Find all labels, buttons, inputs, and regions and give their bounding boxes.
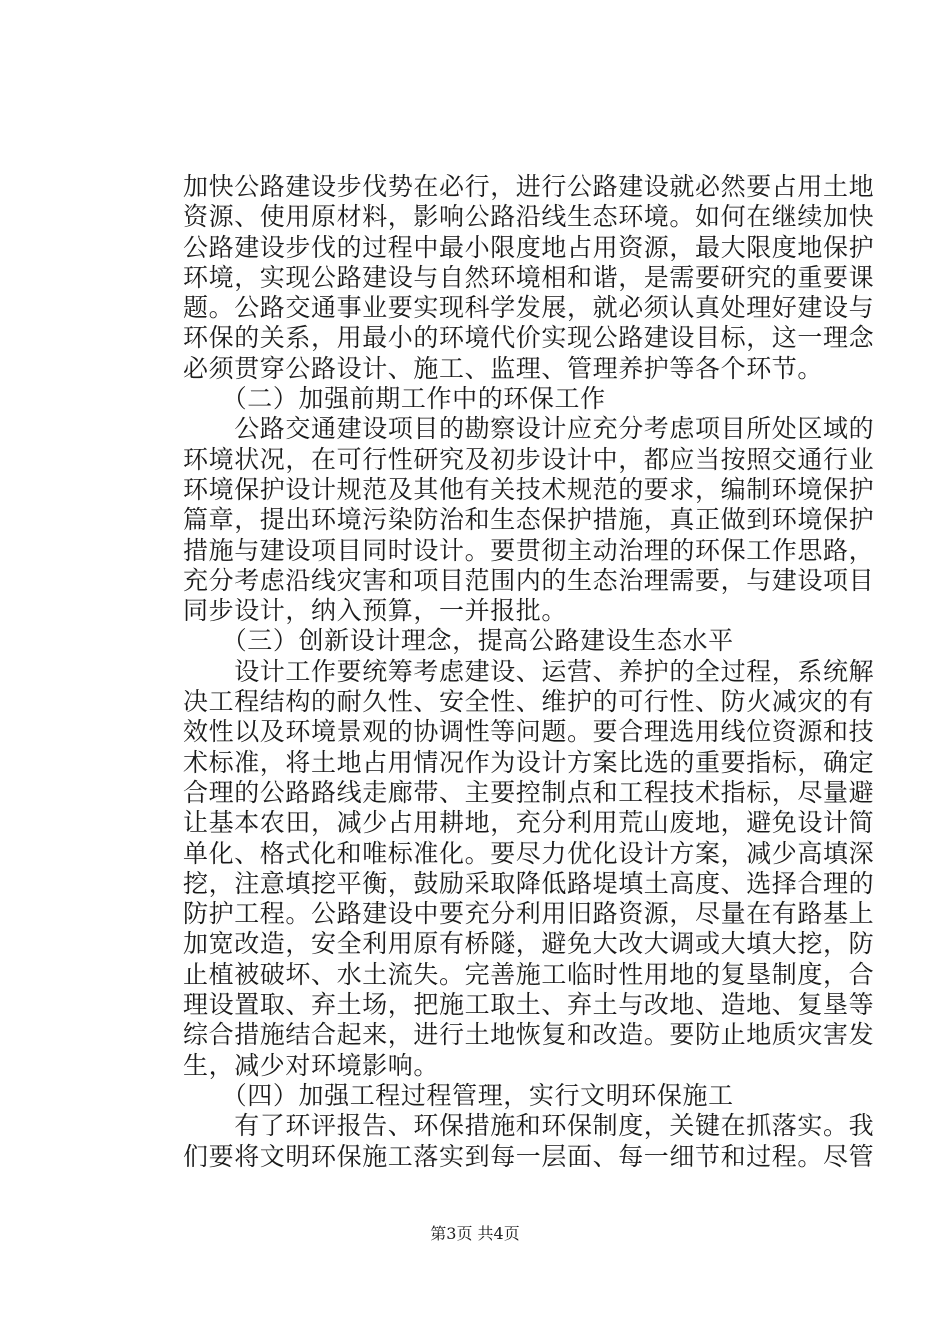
text-line: 措施与建设项目同时设计。要贯彻主动治理的环保工作思路，	[183, 535, 875, 565]
text-line: 资源、使用原材料，影响公路沿线生态环境。如何在继续加快	[183, 202, 875, 232]
text-line: 同步设计，纳入预算，一并报批。	[183, 596, 568, 626]
text-line: 理设置取、弃土场，把施工取土、弃土与改地、造地、复垦等	[183, 990, 875, 1020]
text-line: 环境，实现公路建设与自然环境相和谐，是需要研究的重要课	[183, 262, 875, 292]
page-number: 第3页 共4页	[430, 1224, 520, 1243]
text-line: 篇章，提出环境污染防治和生态保护措施，真正做到环境保护	[183, 505, 875, 535]
text-line: 决工程结构的耐久性、安全性、维护的可行性、防火减灾的有	[183, 687, 875, 717]
section-heading: （四）加强工程过程管理，实行文明环保施工	[183, 1080, 734, 1110]
text-line: 让基本农田，减少占用耕地，充分利用荒山废地，避免设计简	[183, 808, 875, 838]
text-line: 挖，注意填挖平衡，鼓励采取降低路堤填土高度、选择合理的	[183, 868, 875, 898]
page-footer	[0, 1223, 950, 1245]
text-line: 生，减少对环境影响。	[183, 1050, 440, 1080]
section-heading: （二）加强前期工作中的环保工作	[183, 384, 606, 414]
section-heading: （三）创新设计理念，提高公路建设生态水平	[183, 626, 734, 656]
text-line: 综合措施结合起来，进行土地恢复和改造。要防止地质灾害发	[183, 1020, 875, 1050]
text-line: 公路交通建设项目的勘察设计应充分考虑项目所处区域的	[183, 414, 875, 444]
text-line: 单化、格式化和唯标准化。要尽力优化设计方案，减少高填深	[183, 838, 875, 868]
text-line: 有了环评报告、环保措施和环保制度，关键在抓落实。我	[183, 1111, 875, 1141]
text-line: 设计工作要统筹考虑建设、运营、养护的全过程，系统解	[183, 656, 875, 686]
text-line: 环境保护设计规范及其他有关技术规范的要求，编制环境保护	[183, 474, 875, 504]
text-line: 环保的关系，用最小的环境代价实现公路建设目标，这一理念	[183, 323, 875, 353]
document-body	[183, 172, 875, 1172]
text-line: 止植被破坏、水土流失。完善施工临时性用地的复垦制度，合	[183, 959, 875, 989]
text-line: 效性以及环境景观的协调性等问题。要合理选用线位资源和技	[183, 717, 875, 747]
text-line: 环境状况，在可行性研究及初步设计中，都应当按照交通行业	[183, 444, 875, 474]
text-line: 公路建设步伐的过程中最小限度地占用资源，最大限度地保护	[183, 232, 875, 262]
text-line: 必须贯穿公路设计、施工、监理、管理养护等各个环节。	[183, 353, 824, 383]
text-line: 充分考虑沿线灾害和项目范围内的生态治理需要，与建设项目	[183, 565, 875, 595]
text-line: 题。公路交通事业要实现科学发展，就必须认真处理好建设与	[183, 293, 875, 323]
text-line: 加宽改造，安全利用原有桥隧，避免大改大调或大填大挖，防	[183, 929, 875, 959]
text-line: 合理的公路路线走廊带、主要控制点和工程技术指标，尽量避	[183, 777, 875, 807]
text-line: 术标准，将土地占用情况作为设计方案比选的重要指标，确定	[183, 747, 875, 777]
text-line: 防护工程。公路建设中要充分利用旧路资源，尽量在有路基上	[183, 899, 875, 929]
text-line: 们要将文明环保施工落实到每一层面、每一细节和过程。尽管	[183, 1141, 875, 1171]
text-line: 加快公路建设步伐势在必行，进行公路建设就必然要占用土地	[183, 172, 875, 201]
